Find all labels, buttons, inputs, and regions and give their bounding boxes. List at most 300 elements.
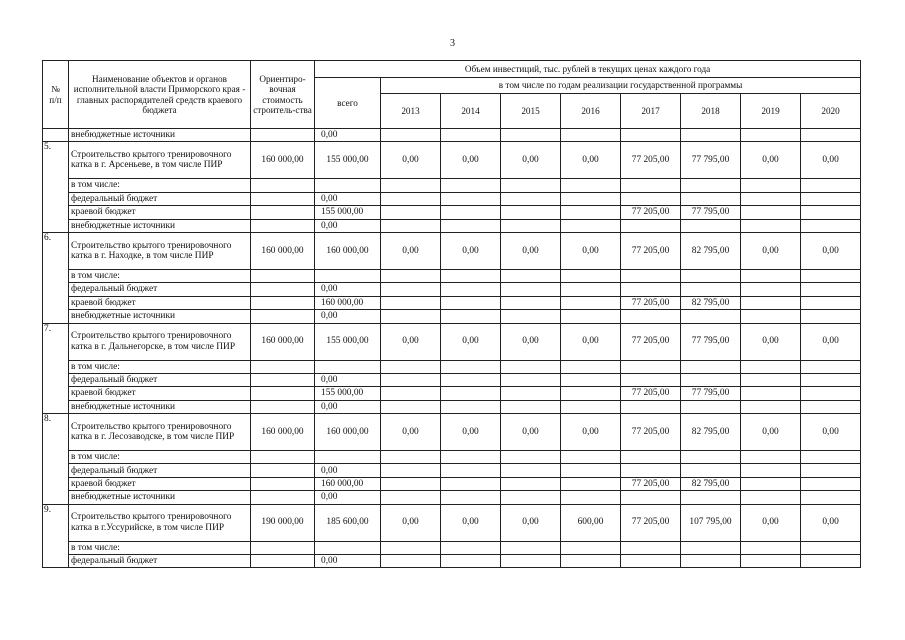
empty-cell [441, 283, 501, 296]
offbudget-label: внебюджетные источники [69, 400, 251, 413]
empty-cell [561, 206, 621, 219]
empty-cell [621, 451, 681, 464]
empty-cell [621, 219, 681, 232]
object-year-value: 0,00 [501, 232, 561, 269]
empty-cell [561, 269, 621, 282]
object-year-value: 0,00 [741, 232, 801, 269]
object-cost: 190 000,00 [251, 504, 315, 541]
including-label: в том числе: [69, 179, 251, 192]
empty-cell [801, 400, 861, 413]
object-year-value: 0,00 [741, 414, 801, 451]
empty-cell [251, 360, 315, 373]
table-row [43, 400, 861, 413]
table-row [43, 179, 861, 192]
empty-cell [801, 464, 861, 477]
empty-cell [741, 451, 801, 464]
row-index: 9. [43, 504, 69, 568]
empty-cell [741, 360, 801, 373]
empty-cell [741, 491, 801, 504]
empty-cell [441, 400, 501, 413]
empty-cell [681, 373, 741, 386]
object-year-value: 0,00 [381, 414, 441, 451]
empty-cell [681, 179, 741, 192]
empty-cell [315, 269, 381, 282]
empty-cell [681, 219, 741, 232]
empty-cell [741, 541, 801, 554]
empty-cell [561, 541, 621, 554]
empty-cell [381, 400, 441, 413]
empty-cell [621, 283, 681, 296]
header-year: 2020 [801, 94, 861, 129]
object-year-value: 0,00 [441, 504, 501, 541]
header-year: 2016 [561, 94, 621, 129]
federal-total: 0,00 [315, 555, 381, 568]
object-name: Строительство крытого тренировочного катка в г. Находке, в том числе ПИР [69, 232, 251, 269]
object-year-value: 0,00 [561, 232, 621, 269]
object-year-value: 107 795,00 [681, 504, 741, 541]
empty-cell [381, 464, 441, 477]
object-year-value: 0,00 [441, 323, 501, 360]
empty-cell [441, 179, 501, 192]
object-name: Строительство крытого тренировочного катка в г. Лесозаводске, в том числе ПИР [69, 414, 251, 451]
object-year-value: 0,00 [801, 414, 861, 451]
empty-cell [741, 192, 801, 205]
empty-cell [561, 373, 621, 386]
empty-cell [681, 541, 741, 554]
page-number: 3 [450, 38, 455, 49]
regional-2018: 82 795,00 [681, 296, 741, 309]
object-year-value: 0,00 [381, 504, 441, 541]
federal-label: федеральный бюджет [69, 192, 251, 205]
empty-cell [381, 555, 441, 568]
empty-cell [501, 283, 561, 296]
empty-cell [621, 269, 681, 282]
object-name: Строительство крытого тренировочного катка в г. Дальнегорске, в том числе ПИР [69, 323, 251, 360]
investment-table [42, 60, 861, 568]
empty-cell [561, 400, 621, 413]
header-cost: Ориентиро-вочная стоимость строитель-ства [251, 61, 315, 129]
empty-cell [801, 360, 861, 373]
cost-cell [251, 310, 315, 323]
object-year-value: 77 795,00 [681, 142, 741, 179]
empty-cell [741, 373, 801, 386]
table-row [43, 464, 861, 477]
object-row [43, 232, 861, 269]
index-cell [43, 129, 69, 142]
object-year-value: 0,00 [501, 414, 561, 451]
table-row [43, 360, 861, 373]
object-year-value: 77 795,00 [681, 323, 741, 360]
empty-cell [621, 360, 681, 373]
cost-cell [251, 283, 315, 296]
empty-cell [501, 179, 561, 192]
empty-cell [801, 373, 861, 386]
empty-cell [501, 464, 561, 477]
empty-cell [741, 283, 801, 296]
empty-cell [441, 192, 501, 205]
offbudget-label: внебюджетные источники [69, 491, 251, 504]
offbudget-label: внебюджетные источники [69, 129, 251, 142]
empty-cell [251, 451, 315, 464]
empty-cell [681, 464, 741, 477]
offbudget-label: внебюджетные источники [69, 219, 251, 232]
table-row [43, 219, 861, 232]
object-year-value: 0,00 [561, 323, 621, 360]
empty-cell [741, 400, 801, 413]
object-cost: 160 000,00 [251, 323, 315, 360]
empty-cell [681, 555, 741, 568]
empty-cell [501, 400, 561, 413]
regional-2017: 77 205,00 [621, 477, 681, 490]
table-row [43, 206, 861, 219]
empty-cell [801, 283, 861, 296]
empty-cell [381, 491, 441, 504]
object-total: 185 600,00 [315, 504, 381, 541]
regional-2018: 77 795,00 [681, 387, 741, 400]
empty-cell [441, 269, 501, 282]
object-cost: 160 000,00 [251, 232, 315, 269]
empty-cell [315, 541, 381, 554]
empty-cell [501, 387, 561, 400]
regional-total: 155 000,00 [315, 206, 381, 219]
empty-cell [741, 296, 801, 309]
empty-cell [801, 477, 861, 490]
object-cost: 160 000,00 [251, 142, 315, 179]
row-index: 8. [43, 414, 69, 505]
empty-cell [801, 310, 861, 323]
empty-cell [441, 296, 501, 309]
empty-cell [441, 555, 501, 568]
regional-total: 155 000,00 [315, 387, 381, 400]
empty-cell [681, 310, 741, 323]
regional-2018: 77 795,00 [681, 206, 741, 219]
object-year-value: 0,00 [801, 323, 861, 360]
empty-cell [801, 451, 861, 464]
empty-cell [381, 219, 441, 232]
header-year: 2017 [621, 94, 681, 129]
regional-total: 160 000,00 [315, 477, 381, 490]
object-total: 155 000,00 [315, 142, 381, 179]
header-year: 2014 [441, 94, 501, 129]
header-index: № п/п [43, 61, 69, 129]
empty-cell [801, 269, 861, 282]
empty-cell [801, 541, 861, 554]
object-cost: 160 000,00 [251, 414, 315, 451]
object-year-value: 82 795,00 [681, 232, 741, 269]
object-year-value: 0,00 [561, 414, 621, 451]
object-year-value: 77 205,00 [621, 504, 681, 541]
cost-cell [251, 219, 315, 232]
empty-cell [381, 477, 441, 490]
empty-cell [741, 269, 801, 282]
offbudget-total: 0,00 [315, 491, 381, 504]
regional-label: краевой бюджет [69, 387, 251, 400]
table-row [43, 310, 861, 323]
empty-cell [441, 387, 501, 400]
cost-cell [251, 296, 315, 309]
row-index: 6. [43, 232, 69, 323]
cost-cell [251, 129, 315, 142]
table-row [43, 296, 861, 309]
empty-cell [561, 179, 621, 192]
empty-cell [621, 373, 681, 386]
including-label: в том числе: [69, 451, 251, 464]
empty-cell [381, 206, 441, 219]
object-total: 160 000,00 [315, 414, 381, 451]
empty-cell [501, 192, 561, 205]
empty-cell [621, 192, 681, 205]
cost-cell [251, 206, 315, 219]
object-year-value: 0,00 [501, 142, 561, 179]
cost-cell [251, 464, 315, 477]
cost-cell [251, 192, 315, 205]
empty-cell [501, 541, 561, 554]
header-name: Наименование объектов и органов исполнительной власти Приморского края - главных распорядителей средств краевого бюджета [69, 61, 251, 129]
empty-cell [381, 451, 441, 464]
empty-cell [381, 179, 441, 192]
empty-cell [501, 360, 561, 373]
object-total: 160 000,00 [315, 232, 381, 269]
empty-cell [741, 477, 801, 490]
empty-cell [381, 296, 441, 309]
empty-cell [741, 555, 801, 568]
empty-cell [501, 219, 561, 232]
header-year: 2015 [501, 94, 561, 129]
empty-cell [621, 541, 681, 554]
empty-cell [681, 360, 741, 373]
empty-cell [501, 296, 561, 309]
empty-cell [381, 310, 441, 323]
empty-cell [741, 310, 801, 323]
regional-label: краевой бюджет [69, 477, 251, 490]
empty-cell [561, 192, 621, 205]
offbudget-total: 0,00 [315, 310, 381, 323]
federal-label: федеральный бюджет [69, 373, 251, 386]
table-row [43, 192, 861, 205]
header-year: 2018 [681, 94, 741, 129]
empty-cell [561, 555, 621, 568]
object-year-value: 77 205,00 [621, 323, 681, 360]
empty-cell [681, 283, 741, 296]
table-row [43, 555, 861, 568]
empty-cell [681, 451, 741, 464]
table-row [43, 373, 861, 386]
cost-cell [251, 477, 315, 490]
empty-cell [621, 555, 681, 568]
including-label: в том числе: [69, 541, 251, 554]
federal-label: федеральный бюджет [69, 464, 251, 477]
object-year-value: 0,00 [741, 142, 801, 179]
cost-cell [251, 491, 315, 504]
table-row [43, 477, 861, 490]
header-year: 2013 [381, 94, 441, 129]
object-row [43, 323, 861, 360]
empty-cell [741, 219, 801, 232]
empty-cell [501, 555, 561, 568]
empty-cell [621, 464, 681, 477]
offbudget-total: 0,00 [315, 129, 381, 142]
empty-cell [681, 400, 741, 413]
header-total: всего [315, 78, 381, 129]
object-year-value: 0,00 [381, 232, 441, 269]
empty-cell [381, 283, 441, 296]
regional-2017: 77 205,00 [621, 387, 681, 400]
object-year-value: 0,00 [441, 414, 501, 451]
empty-cell [501, 269, 561, 282]
empty-cell [561, 451, 621, 464]
cost-cell [251, 555, 315, 568]
empty-cell [315, 360, 381, 373]
empty-cell [251, 179, 315, 192]
empty-cell [741, 179, 801, 192]
object-year-value: 77 205,00 [621, 414, 681, 451]
row-index: 7. [43, 323, 69, 414]
object-row [43, 504, 861, 541]
regional-label: краевой бюджет [69, 296, 251, 309]
empty-cell [681, 491, 741, 504]
header-by-years: в том числе по годам реализации государственной программы [381, 78, 861, 94]
empty-cell [621, 310, 681, 323]
empty-cell [441, 477, 501, 490]
cost-cell [251, 387, 315, 400]
empty-cell [801, 192, 861, 205]
empty-cell [561, 387, 621, 400]
object-year-value: 0,00 [561, 142, 621, 179]
including-label: в том числе: [69, 269, 251, 282]
federal-label: федеральный бюджет [69, 283, 251, 296]
object-name: Строительство крытого тренировочного катка в г. Арсеньеве, в том числе ПИР [69, 142, 251, 179]
empty-cell [801, 387, 861, 400]
empty-cell [561, 360, 621, 373]
object-year-value: 0,00 [801, 232, 861, 269]
regional-2017: 77 205,00 [621, 296, 681, 309]
empty-cell [381, 387, 441, 400]
empty-cell [801, 555, 861, 568]
federal-total: 0,00 [315, 464, 381, 477]
including-label: в том числе: [69, 360, 251, 373]
empty-cell [441, 206, 501, 219]
empty-cell [501, 310, 561, 323]
object-year-value: 0,00 [501, 323, 561, 360]
empty-cell [561, 310, 621, 323]
empty-cell [441, 464, 501, 477]
object-row [43, 414, 861, 451]
table-row [43, 491, 861, 504]
regional-2017: 77 205,00 [621, 206, 681, 219]
table-row [43, 269, 861, 282]
object-year-value: 0,00 [801, 142, 861, 179]
empty-cell [741, 206, 801, 219]
header-year: 2019 [741, 94, 801, 129]
regional-2018: 82 795,00 [681, 477, 741, 490]
empty-cell [561, 219, 621, 232]
table-row [43, 387, 861, 400]
object-year-value: 0,00 [441, 232, 501, 269]
empty-cell [801, 491, 861, 504]
empty-cell [801, 179, 861, 192]
table-row [43, 283, 861, 296]
empty-cell [381, 269, 441, 282]
object-year-value: 82 795,00 [681, 414, 741, 451]
empty-cell [501, 451, 561, 464]
empty-cell [441, 541, 501, 554]
empty-cell [441, 219, 501, 232]
table-row [43, 129, 861, 142]
empty-cell [741, 387, 801, 400]
empty-cell [741, 464, 801, 477]
empty-cell [501, 373, 561, 386]
empty-cell [801, 206, 861, 219]
row-index: 5. [43, 142, 69, 233]
empty-cell [561, 491, 621, 504]
empty-cell [501, 477, 561, 490]
cost-cell [251, 373, 315, 386]
empty-cell [441, 491, 501, 504]
empty-cell [801, 296, 861, 309]
empty-cell [561, 296, 621, 309]
empty-cell [381, 192, 441, 205]
object-row [43, 142, 861, 179]
empty-cell [501, 491, 561, 504]
offbudget-label: внебюджетные источники [69, 310, 251, 323]
object-name: Строительство крытого тренировочного катка в г.Уссурийске, в том числе ПИР [69, 504, 251, 541]
regional-total: 160 000,00 [315, 296, 381, 309]
empty-cell [561, 464, 621, 477]
empty-cell [315, 451, 381, 464]
federal-label: федеральный бюджет [69, 555, 251, 568]
offbudget-total: 0,00 [315, 219, 381, 232]
empty-cell [621, 400, 681, 413]
object-year-value: 77 205,00 [621, 232, 681, 269]
federal-total: 0,00 [315, 373, 381, 386]
empty-cell [681, 192, 741, 205]
empty-cell [381, 541, 441, 554]
empty-cell [501, 206, 561, 219]
empty-cell [315, 179, 381, 192]
table-row [43, 451, 861, 464]
empty-cell [381, 360, 441, 373]
empty-cell [441, 310, 501, 323]
regional-label: краевой бюджет [69, 206, 251, 219]
federal-total: 0,00 [315, 283, 381, 296]
empty-cell [621, 179, 681, 192]
empty-cell [561, 283, 621, 296]
object-total: 155 000,00 [315, 323, 381, 360]
empty-cell [381, 373, 441, 386]
object-year-value: 77 205,00 [621, 142, 681, 179]
empty-cell [441, 360, 501, 373]
empty-cell [621, 491, 681, 504]
offbudget-total: 0,00 [315, 400, 381, 413]
header-volume: Объем инвестиций, тыс. рублей в текущих ценах каждого года [315, 61, 861, 78]
object-year-value: 0,00 [381, 323, 441, 360]
federal-total: 0,00 [315, 192, 381, 205]
object-year-value: 0,00 [501, 504, 561, 541]
cost-cell [251, 400, 315, 413]
object-year-value: 0,00 [801, 504, 861, 541]
empty-cell [251, 269, 315, 282]
object-year-value: 0,00 [741, 323, 801, 360]
object-year-value: 0,00 [741, 504, 801, 541]
empty-cell [561, 477, 621, 490]
empty-cell [441, 373, 501, 386]
object-year-value: 0,00 [441, 142, 501, 179]
empty-cell [441, 451, 501, 464]
empty-cell [801, 219, 861, 232]
table-row [43, 541, 861, 554]
empty-cell [681, 269, 741, 282]
empty-cell [251, 541, 315, 554]
